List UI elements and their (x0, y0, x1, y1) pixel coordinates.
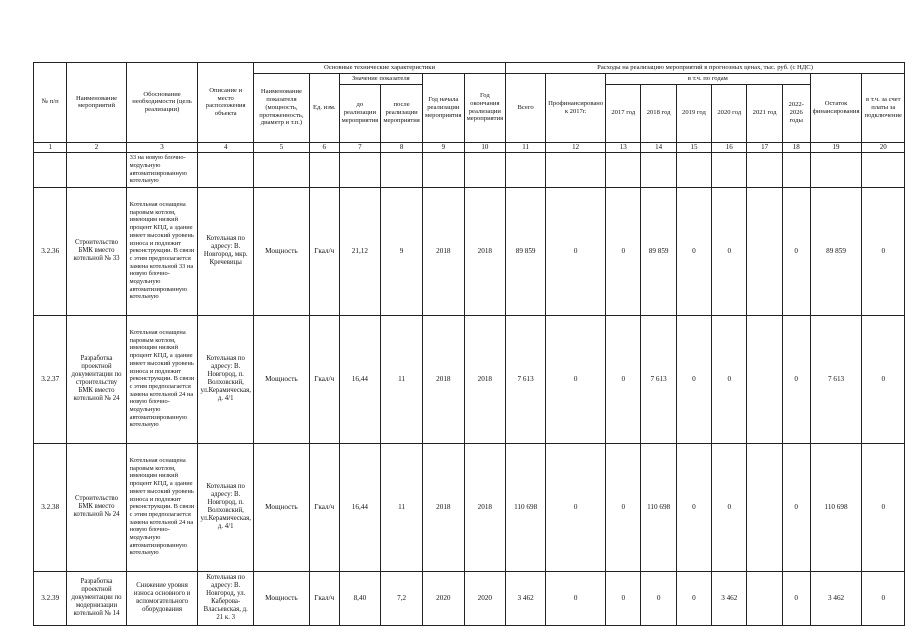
row-name: Строительство БМК вместо котельной № 24 (67, 443, 126, 571)
row-name: Строительство БМК вместо котельной № 33 (67, 187, 126, 315)
row-before: 21,12 (339, 187, 381, 315)
row-indicator: Мощность (253, 571, 309, 625)
header-after: после реализации мероприятия (381, 84, 423, 142)
header-year-2020: 2020 год (712, 84, 747, 142)
row-start: 2018 (423, 443, 465, 571)
row-unit: Гкал/ч (309, 443, 339, 571)
header-end-year: Год окончания реализации мероприятия (464, 73, 506, 142)
row-2018: 110 698 (641, 443, 676, 571)
table-row (34, 443, 905, 571)
column-number: 15 (676, 142, 711, 152)
row-remaining: 7 613 (810, 315, 862, 443)
row-start: 2018 (423, 187, 465, 315)
row-2022-2026: 0 (782, 443, 810, 571)
header-start-year: Год начала реализации мероприятия (423, 73, 465, 142)
investment-program-table (33, 62, 905, 626)
row-2018: 7 613 (641, 315, 676, 443)
row-after: 11 (381, 315, 423, 443)
row-after: 9 (381, 187, 423, 315)
table-row (34, 187, 905, 315)
row-2020: 0 (712, 443, 747, 571)
row-2020: 0 (712, 187, 747, 315)
row-connection: 0 (862, 571, 905, 625)
row-basis: Котельная оснащена паровым котлом, имеющим низкий процент КПД, а здание имеет высокий уровень износа и подлежит реконструкции. В связи с этим предполагается замена котельной 24 на новую блочно-модульную автоматизированную котельную (126, 443, 198, 571)
row-2021 (747, 187, 782, 315)
column-number: 16 (712, 142, 747, 152)
row-num: 3.2.36 (34, 187, 67, 315)
header-year-2021: 2021 год (747, 84, 782, 142)
header-connection: в т.ч. за счет платы за подключение (862, 73, 905, 142)
column-number: 12 (546, 142, 606, 152)
row-basis: Котельная оснащена паровым котлом, имеющим низкий процент КПД, а здание имеет высокий уровень износа и подлежит реконструкции. В связи с этим предполагается замена котельной 24 на новую блочно-модульную автоматизированную котельную (126, 315, 198, 443)
row-indicator: Мощность (253, 315, 309, 443)
row-total: 89 859 (506, 187, 546, 315)
row-end: 2020 (464, 571, 506, 625)
column-number: 17 (747, 142, 782, 152)
row-start: 2020 (423, 571, 465, 625)
row-2017: 0 (606, 315, 641, 443)
row-num: 3.2.38 (34, 443, 67, 571)
column-number: 6 (309, 142, 339, 152)
row-total: 110 698 (506, 443, 546, 571)
header-year-2018: 2018 год (641, 84, 676, 142)
row-2019: 0 (676, 571, 711, 625)
column-number: 8 (381, 142, 423, 152)
header-num: № п/п (34, 63, 67, 143)
row-name: Разработка проектной документации по строительству БМК вместо котельной № 24 (67, 315, 126, 443)
row-num: 3.2.39 (34, 571, 67, 625)
header-name: Наименование мероприятий (67, 63, 126, 143)
row-2019: 0 (676, 443, 711, 571)
row-indicator: Мощность (253, 443, 309, 571)
row-after: 11 (381, 443, 423, 571)
row-num: 3.2.37 (34, 315, 67, 443)
row-2022-2026: 0 (782, 571, 810, 625)
row-2018: 0 (641, 571, 676, 625)
row-after: 7,2 (381, 571, 423, 625)
column-number: 2 (67, 142, 126, 152)
row-connection: 0 (862, 443, 905, 571)
row-basis: Котельная оснащена паровым котлом, имеющим низкий процент КПД, а здание имеет высокий уровень износа и подлежит реконструкции. В связи с этим предполагается замена котельной 33 на новую блочно-модульную автоматизированную котельную (126, 187, 198, 315)
row-basis: Снижение уровня износа основного и вспомогательного оборудования (126, 571, 198, 625)
row-before: 8,40 (339, 571, 381, 625)
column-number: 11 (506, 142, 546, 152)
header-year-2017: 2017 год (606, 84, 641, 142)
row-2021 (747, 315, 782, 443)
row-financed: 0 (546, 187, 606, 315)
header-financed: Профинансировано к 2017г. (546, 73, 606, 142)
header-year-2019: 2019 год (676, 84, 711, 142)
row-remaining: 89 859 (810, 187, 862, 315)
header-location: Описание и место расположения объекта (198, 63, 254, 143)
row-unit: Гкал/ч (309, 315, 339, 443)
column-number: 10 (464, 142, 506, 152)
column-number: 20 (862, 142, 905, 152)
row-remaining: 110 698 (810, 443, 862, 571)
row-financed: 0 (546, 571, 606, 625)
row-financed: 0 (546, 315, 606, 443)
row-location: Котельная по адресу: В. Новгород, мкр. Кречевицы (198, 187, 254, 315)
row-name: Разработка проектной документации по модернизации котельной № 14 (67, 571, 126, 625)
header-unit: Ед. изм. (309, 73, 339, 142)
row-2022-2026: 0 (782, 315, 810, 443)
row-location: Котельная по адресу: В. Новгород, ул. Каберова-Власьевская, д. 21 к. 3 (198, 571, 254, 625)
row-remaining: 3 462 (810, 571, 862, 625)
row-end: 2018 (464, 187, 506, 315)
header-remaining: Остаток финансирования (810, 73, 862, 142)
column-number: 7 (339, 142, 381, 152)
row-2020: 0 (712, 315, 747, 443)
header-by-years: в т.ч. по годам (606, 73, 810, 84)
row-connection: 0 (862, 315, 905, 443)
header-before: до реализации мероприятия (339, 84, 381, 142)
row-2017: 0 (606, 571, 641, 625)
header-total: Всего (506, 73, 546, 142)
column-number: 19 (810, 142, 862, 152)
row-before: 16,44 (339, 315, 381, 443)
row-total: 3 462 (506, 571, 546, 625)
continuation-text: 33 на новую блочно-модульную автоматизированную котельную (126, 152, 198, 187)
column-number: 4 (198, 142, 254, 152)
row-financed: 0 (546, 443, 606, 571)
row-2021 (747, 571, 782, 625)
row-unit: Гкал/ч (309, 187, 339, 315)
column-number: 1 (34, 142, 67, 152)
column-number: 3 (126, 142, 198, 152)
row-2019: 0 (676, 315, 711, 443)
column-number: 14 (641, 142, 676, 152)
column-number: 5 (253, 142, 309, 152)
header-basis: Обоснование необходимости (цель реализации) (126, 63, 198, 143)
row-2017: 0 (606, 443, 641, 571)
column-number: 18 (782, 142, 810, 152)
row-unit: Гкал/ч (309, 571, 339, 625)
header-year-2022-2026: 2022-2026 годы (782, 84, 810, 142)
row-indicator: Мощность (253, 187, 309, 315)
table-row (34, 571, 905, 625)
row-2017: 0 (606, 187, 641, 315)
header-value-group: Значение показателя (339, 73, 422, 84)
row-2020: 3 462 (712, 571, 747, 625)
row-2021 (747, 443, 782, 571)
row-2019: 0 (676, 187, 711, 315)
row-2022-2026: 0 (782, 187, 810, 315)
column-number: 9 (423, 142, 465, 152)
row-location: Котельная по адресу: В. Новгород, п. Волховский, ул.Керамическая, д. 4/1 (198, 315, 254, 443)
row-before: 16,44 (339, 443, 381, 571)
row-end: 2018 (464, 443, 506, 571)
row-start: 2018 (423, 315, 465, 443)
row-location: Котельная по адресу: В. Новгород, п. Волховский, ул.Керамическая, д. 4/1 (198, 443, 254, 571)
continuation-row (34, 152, 905, 187)
column-number: 13 (606, 142, 641, 152)
row-connection: 0 (862, 187, 905, 315)
table-row (34, 315, 905, 443)
row-end: 2018 (464, 315, 506, 443)
row-2018: 89 859 (641, 187, 676, 315)
header-costs-group: Расходы на реализацию мероприятий в прогнозных ценах, тыс. руб. (с НДС) (506, 63, 905, 74)
header-indicator: Наименование показателя (мощность, протяженность, диаметр и т.п.) (253, 73, 309, 142)
header-tech-group: Основные технические характеристики (253, 63, 505, 74)
row-total: 7 613 (506, 315, 546, 443)
